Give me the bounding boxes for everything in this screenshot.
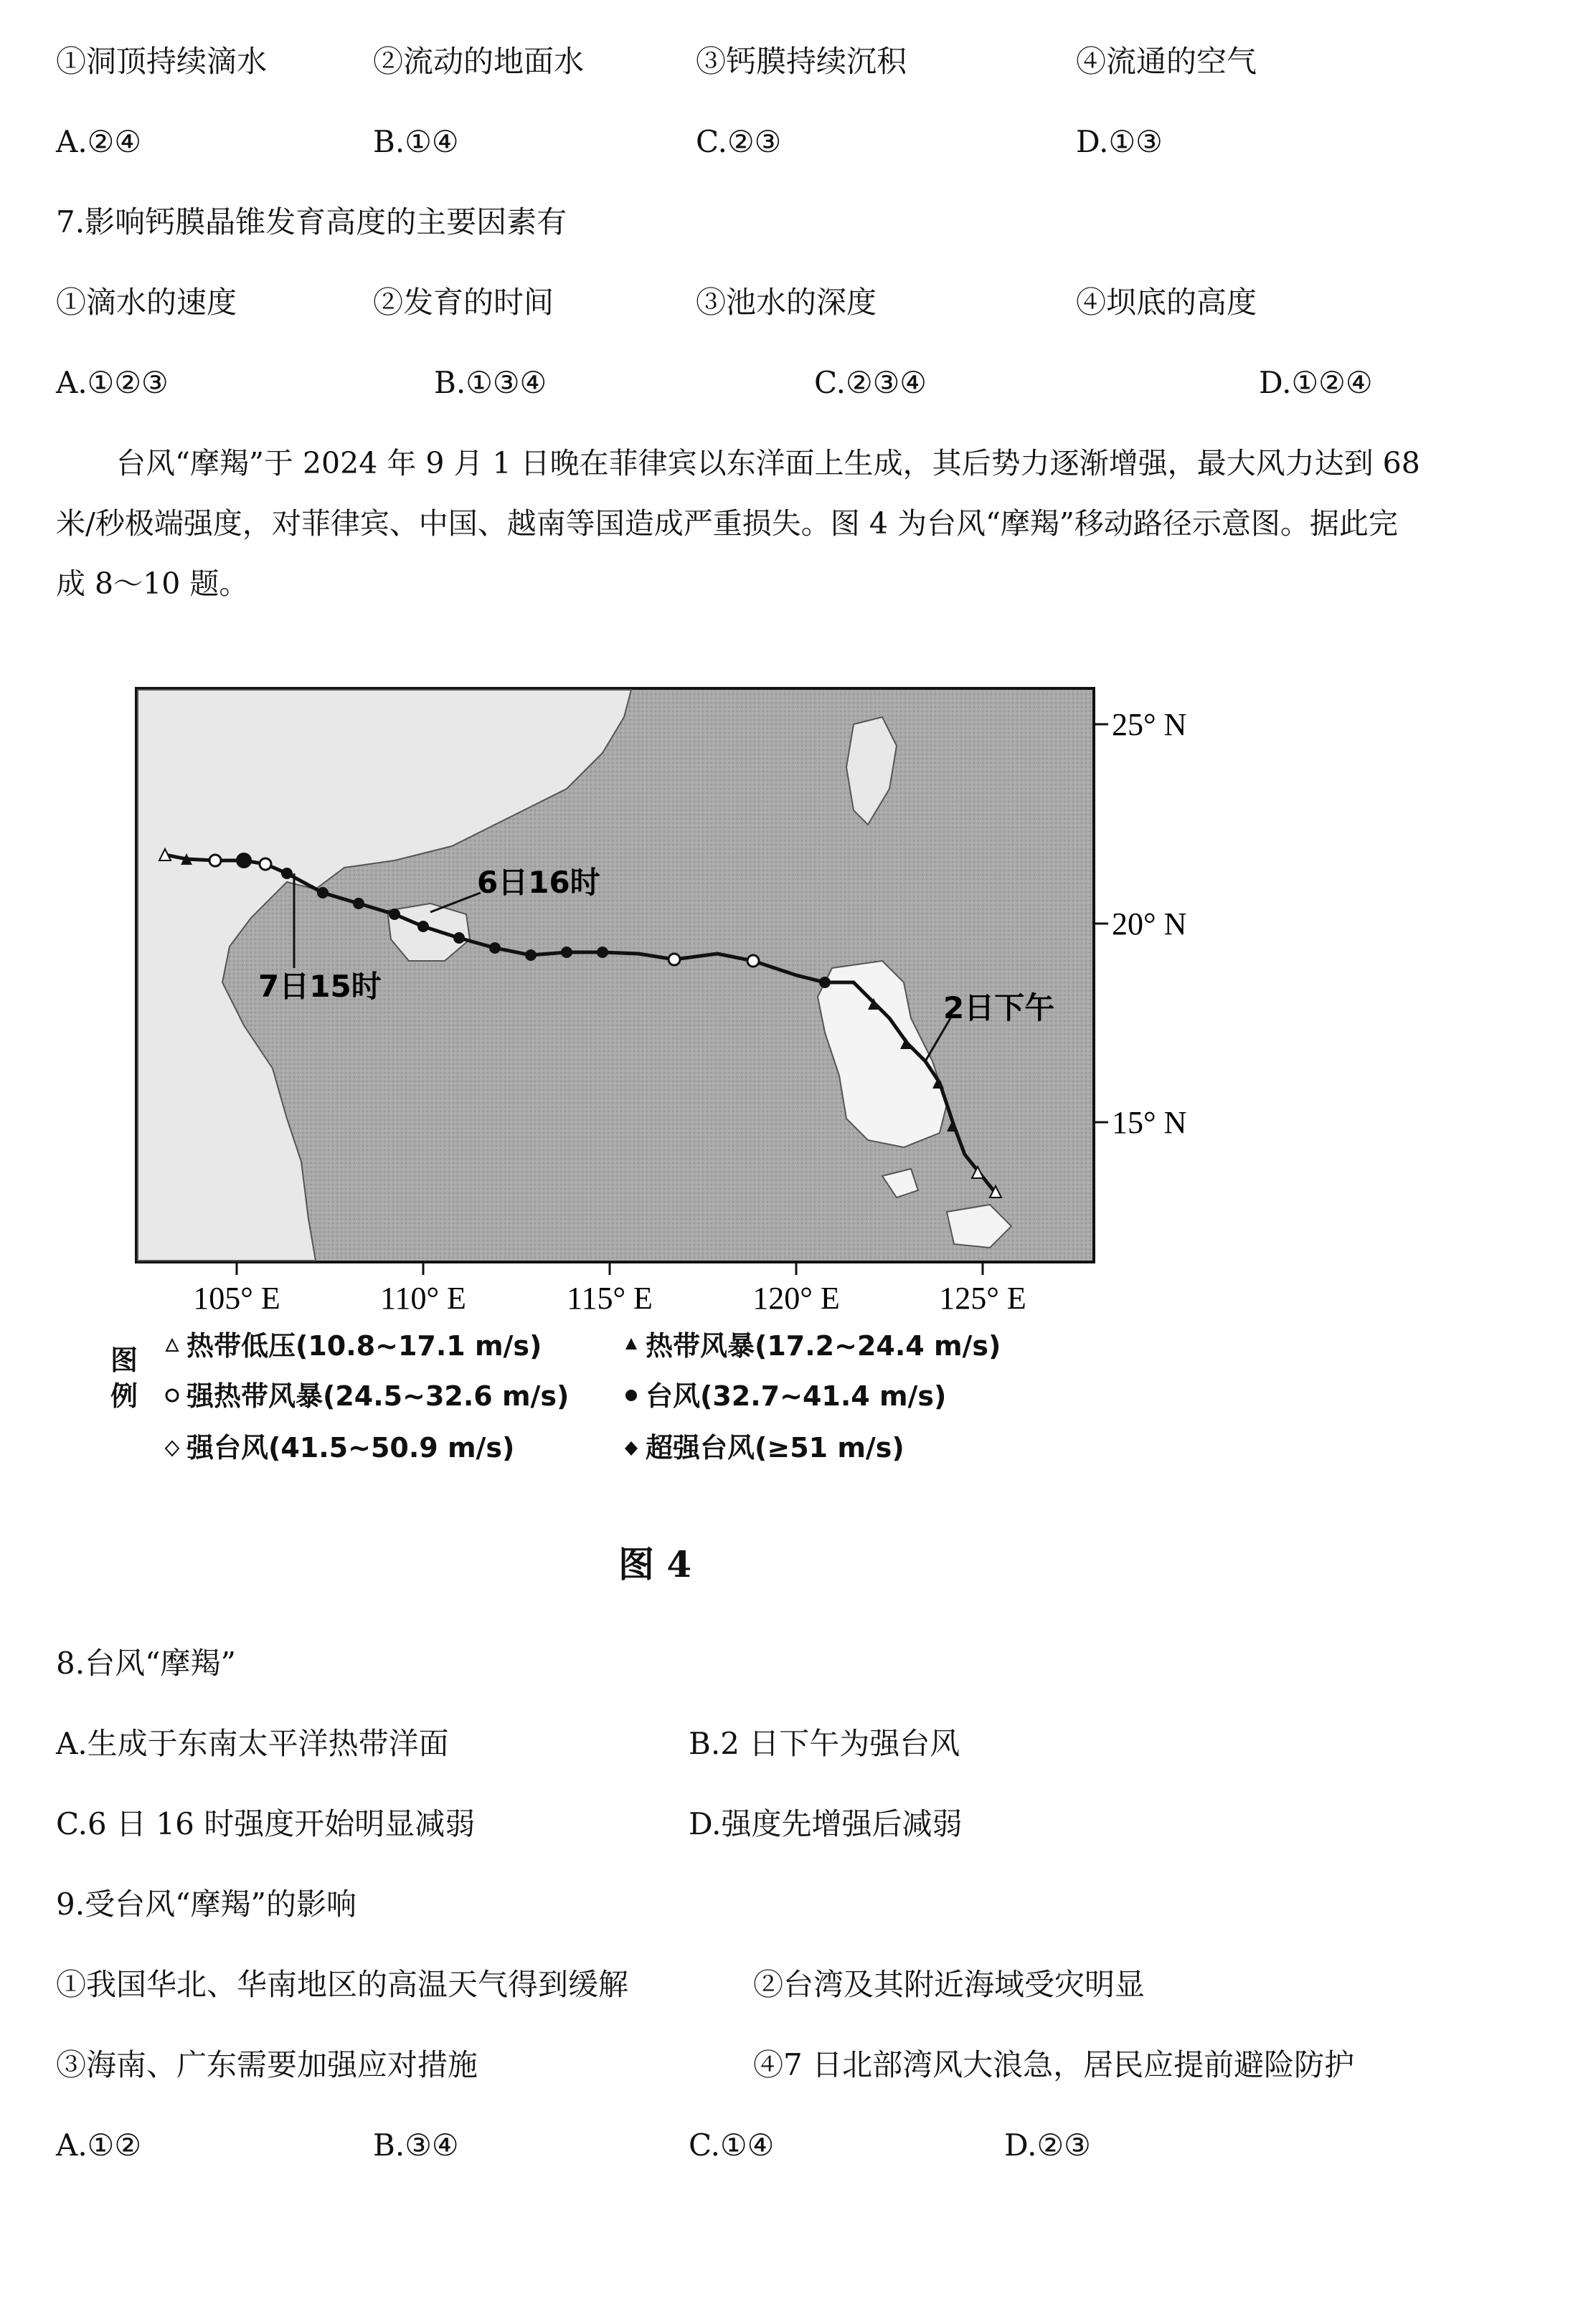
passage-line-2: 米/秒极端强度，对菲律宾、中国、越南等国造成严重损失。图 4 为台风“摩羯”移动路径示意图。据此完 [56,506,1398,541]
q7-item-4: ④坝底的高度 [1076,285,1257,320]
map-svg [108,645,1187,1470]
q9-option-a[interactable]: A.①② [56,2128,141,2163]
marker-dot-5 [489,942,501,954]
legend-ty-symbol [625,1390,637,1401]
q7-item-3: ③池水的深度 [696,285,877,320]
marker-dot-4 [525,949,537,961]
annotation-2d-afternoon: 2日下午 [943,990,1055,1025]
lat-label-25: 25° N [1112,707,1187,742]
q6-item-2: ②流动的地面水 [373,44,585,79]
q6-option-c[interactable]: C.②③ [696,124,782,159]
marker-sts-4 [209,855,221,866]
q9-item-2: ②台湾及其附近海域受灾明显 [753,1967,1145,2002]
lon-label-120: 120° E [752,1281,840,1316]
lon-label-125: 125° E [939,1281,1026,1316]
marker-dot-8 [389,909,400,920]
marker-sts-3 [260,858,271,870]
q9-stem: 9.受台风“摩羯”的影响 [56,1887,357,1922]
passage-line-1: 台风“摩羯”于 2024 年 9 月 1 日晚在菲律宾以东洋面上生成，其后势力逐渐增强，最大风力达到 68 [116,446,1420,480]
marker-dot-3 [561,947,572,958]
legend-td: 热带低压(10.8~17.1 m/s) [186,1330,542,1362]
q6-item-4: ④流通的空气 [1076,44,1257,79]
q8-option-d[interactable]: D.强度先增强后减弱 [689,1806,963,1841]
legend-title-char-1: 图 [110,1344,138,1376]
legend-supty-symbol [625,1441,638,1456]
legend-sts-symbol [166,1390,178,1401]
lon-label-105: 105° E [193,1281,280,1316]
q7-item-2: ②发育的时间 [373,285,554,320]
legend [110,1330,1001,1464]
annotation-7d15h: 7日15时 [258,969,382,1004]
q9-option-d[interactable]: D.②③ [1004,2128,1091,2163]
q9-item-3: ③海南、广东需要加强应对措施 [56,2047,478,2082]
legend-supty: 超强台风(≥51 m/s) [646,1432,904,1464]
marker-dot-10 [317,887,329,898]
marker-typhoon [236,853,252,868]
legend-td-symbol [166,1339,178,1351]
q9-item-4: ④7 日北部湾风大浪急，居民应提前避险防护 [753,2047,1355,2082]
q7-option-d[interactable]: D.①②④ [1259,365,1373,400]
figure-caption: 图 4 [618,1543,692,1585]
marker-dot-11 [281,868,293,879]
lat-label-15: 15° N [1112,1105,1187,1140]
q8-option-b[interactable]: B.2 日下午为强台风 [689,1726,960,1761]
legend-ty: 台风(32.7~41.4 m/s) [646,1380,947,1412]
q6-item-1: ①洞顶持续滴水 [56,44,268,79]
marker-dot-6 [453,932,465,944]
legend-ts-symbol [625,1338,637,1350]
q8-option-a[interactable]: A.生成于东南太平洋热带洋面 [56,1726,449,1761]
legend-title-char-2: 例 [110,1380,138,1412]
q8-stem: 8.台风“摩羯” [56,1646,237,1681]
marker-sts-2 [669,954,680,965]
annotation-6d16h: 6日16时 [477,865,600,900]
q7-item-1: ①滴水的速度 [56,285,237,320]
q6-option-b[interactable]: B.①④ [373,124,459,159]
q6-option-d[interactable]: D.①③ [1076,124,1163,159]
marker-sts-1 [747,955,759,967]
legend-sty: 强台风(41.5~50.9 m/s) [186,1432,515,1464]
marker-dot-2 [597,947,608,958]
q7-stem: 7.影响钙膜晶锥发育高度的主要因素有 [56,204,567,239]
q7-option-b[interactable]: B.①③④ [434,365,547,400]
marker-dot-7 [417,921,429,932]
q8-option-c[interactable]: C.6 日 16 时强度开始明显减弱 [56,1806,476,1841]
q9-item-1: ①我国华北、华南地区的高温天气得到缓解 [56,1967,629,2002]
q6-item-3: ③钙膜持续沉积 [696,44,907,79]
q7-option-a[interactable]: A.①②③ [56,365,169,400]
lon-label-115: 115° E [567,1281,653,1316]
lat-label-20: 20° N [1112,906,1187,942]
legend-sts: 强热带风暴(24.5~32.6 m/s) [186,1380,570,1412]
legend-sty-symbol [166,1441,179,1456]
passage-line-3: 成 8～10 题。 [56,566,249,601]
lon-label-110: 110° E [380,1281,466,1316]
legend-ts: 热带风暴(17.2~24.4 m/s) [646,1330,1001,1362]
marker-dot-9 [353,898,364,909]
marker-dot-1 [819,977,831,988]
q9-option-c[interactable]: C.①④ [689,2128,775,2163]
q7-option-c[interactable]: C.②③④ [814,365,927,400]
typhoon-track-map [108,645,1187,1470]
q6-option-a[interactable]: A.②④ [56,124,141,159]
q9-option-b[interactable]: B.③④ [373,2128,459,2163]
